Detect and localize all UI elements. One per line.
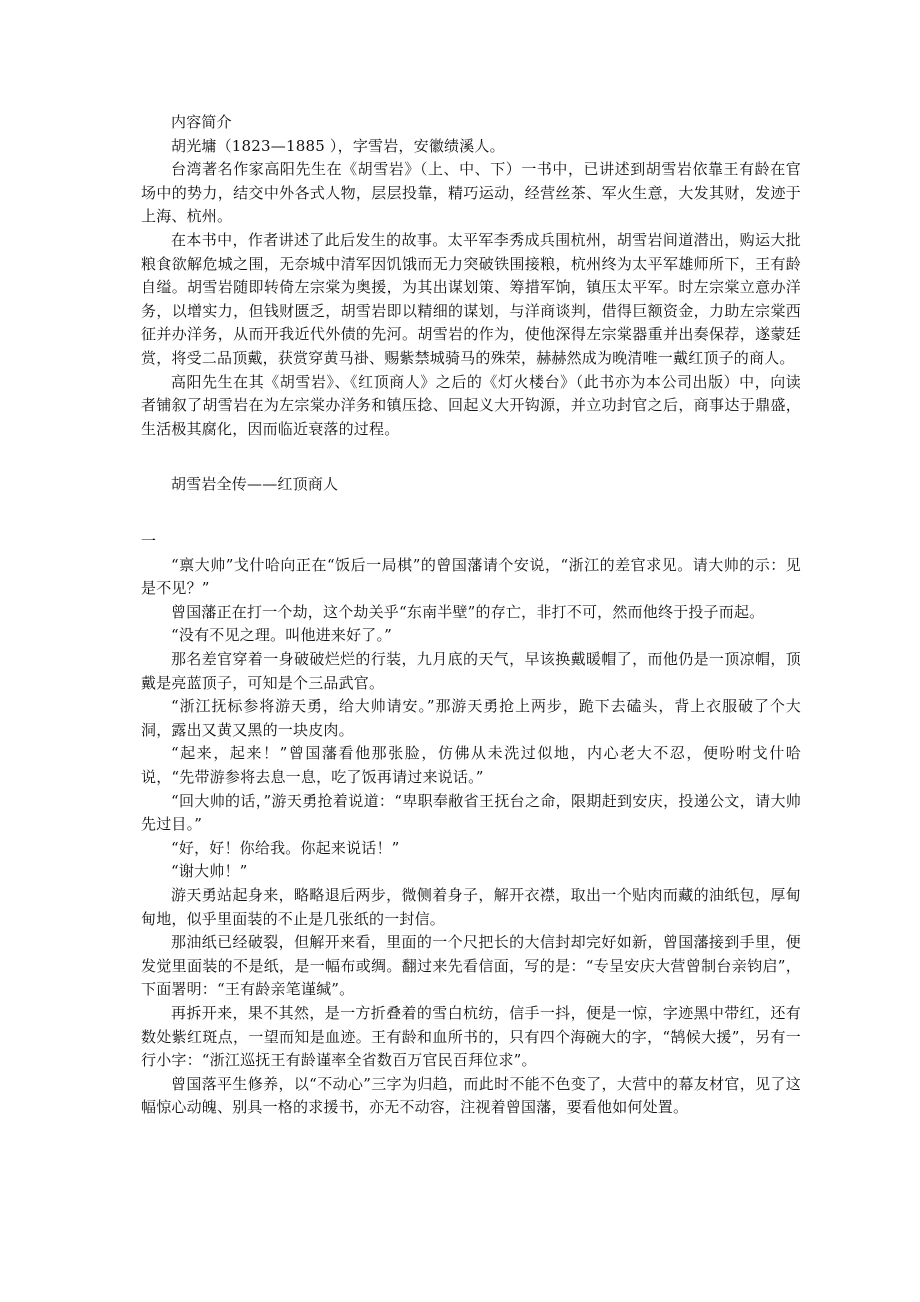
- intro-paragraph: 台湾著名作家高阳先生在《胡雪岩》（上、中、下）一书中，已讲述到胡雪岩依靠王有龄在官场中的势力，结交中外各式人物，层层投靠，精巧运动，经营丝茶、军火生意，大发其财，发迹于上海、杭州。: [141, 160, 801, 226]
- chapter-number: 一: [141, 532, 157, 551]
- chapter-paragraph: “浙江抚标参将游天勇，给大帅请安。”那游天勇抢上两步，跪下去磕头，背上衣服破了个大洞，露出又黄又黑的一块皮肉。: [141, 697, 801, 739]
- chapter-paragraph: “回大帅的话，”游天勇抢着说道：“卑职奉敝省王抚台之命，限期赶到安庆，投递公文，请大帅先过目。”: [141, 791, 801, 834]
- intro-paragraph: 高阳先生在其《胡雪岩》、《红顶商人》之后的《灯火楼台》（此书亦为本公司出版）中，向读者铺叙了胡雪岩在为左宗棠办洋务和镇压捻、回起义大开钩源，并立功封官之后，商事达于鼎盛，生活极其腐化，因而临近衰落的过程。: [141, 372, 801, 438]
- chapter-paragraph: “禀大帅”戈什哈向正在“饭后一局棋”的曾国藩请个安说，“浙江的差官求见。请大帅的示：见是不见？”: [141, 555, 801, 598]
- chapter-paragraph: 那油纸已经破裂，但解开来看，里面的一个尺把长的大信封却完好如新，曾国藩接到手里，便发觉里面装的不是纸，是一幅布或绸。翻过来先看信面，写的是：“专呈安庆大营曾制台亲钧启”，下面署明：“王有龄亲笔谨缄”。: [141, 933, 801, 999]
- chapter-paragraph: 曾国藩正在打一个劫，这个劫关乎“东南半壁”的存亡，非打不可，然而他终于投子而起。: [171, 602, 765, 621]
- section-spacer: [141, 441, 801, 465]
- chapter-paragraph: “起来，起来！”曾国藩看他那张脸，仿佛从未洗过似地，内心老大不忍，便吩咐戈什哈说，“先带游参将去息一息，吃了饭再请过来说话。”: [141, 744, 801, 787]
- author-line: 胡光墉（1823—1885 ），字雪岩，安徽绩溪人。: [171, 136, 505, 155]
- book-title: 胡雪岩全传——红顶商人: [171, 474, 339, 493]
- chapter-paragraph: 曾国落平生修养，以“不动心”三字为归趋，而此时不能不色变了，大营中的幕友材官，见了这幅惊心动魄、别具一格的求援书，亦无不动容，注视着曾国藩，要看他如何处置。: [141, 1074, 801, 1117]
- chapter-paragraph: 那名差官穿着一身破破烂烂的行装，九月底的天气，早该换戴暖帽了，而他仍是一顶凉帽，顶戴是亮蓝顶子，可知是个三品武官。: [141, 650, 801, 692]
- chapter-paragraph: “没有不见之理。叫他进来好了。”: [171, 626, 393, 645]
- chapter-paragraph: “谢大帅！”: [171, 862, 248, 881]
- chapter-paragraph: “好，好！你给我。你起来说话！”: [171, 838, 400, 857]
- chapter-paragraph: 游天勇站起身来，略略退后两步，微侧着身子，解开衣襟，取出一个贴肉而藏的油纸包，厚甸甸地，似乎里面装的不止是几张纸的一封信。: [141, 886, 801, 928]
- document-body: [141, 111, 801, 1120]
- intro-heading: 内容简介: [171, 113, 232, 131]
- intro-paragraph: 在本书中，作者讲述了此后发生的故事。太平军李秀成兵围杭州，胡雪岩间道潜出，购运大批粮食欲解危城之围，无奈城中清军因饥饿而无力突破铁围接粮，杭州终为太平军雄师所下，王有龄自缢。胡雪岩随即转倚左宗棠为奥援，为其出谋划策、筹措军饷，镇压太平军。时左宗棠立意办洋务，以增实力，但钱财匮乏，胡雪岩即以精细的谋划，与洋商谈判，借得巨额资金，力助左宗棠西征并办洋务，从而开我近代外债的先河。胡雪岩的作为，使他深得左宗棠器重并出奏保荐，遂蒙廷赏，将受二品顶戴，获赏穿黄马褂、赐紫禁城骑马的殊荣，赫赫然成为晚清唯一戴红顶子的商人。: [141, 230, 801, 367]
- section-spacer: [141, 497, 801, 521]
- chapter-paragraph: 再拆开来，果不其然，是一方折叠着的雪白杭纺，信手一抖，便是一惊，字迹黑中带红，还有数处紫红斑点，一望而知是血迹。王有龄和血所书的，只有四个海碗大的字，“鹄候大援”，另有一行小字：“浙江巡抚王有龄谨率全省数百万官民百拜位求”。: [141, 1003, 801, 1070]
